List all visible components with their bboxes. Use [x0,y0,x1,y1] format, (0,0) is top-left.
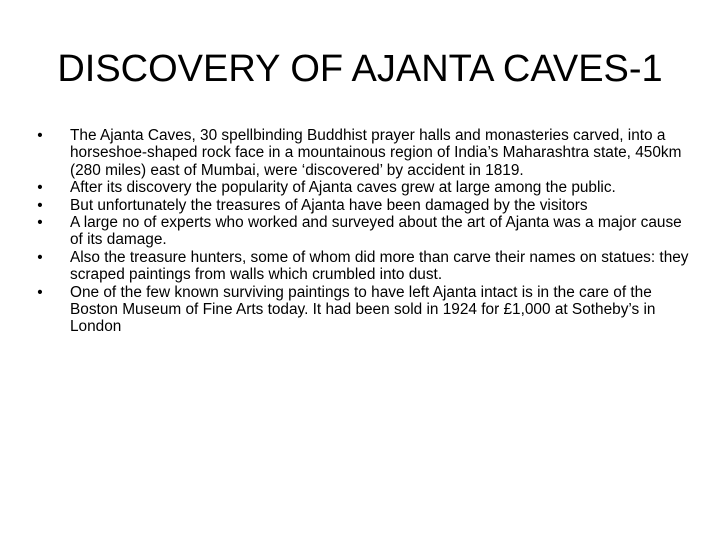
bullet-text: After its discovery the popularity of Ajanta caves grew at large among the public. [70,179,616,197]
bullet-dot-icon: • [37,283,43,301]
bullet-text: The Ajanta Caves, 30 spellbinding Buddhist prayer halls and monasteries carved, into a horseshoe-shaped rock face in a mountainous region of India’s Maharashtra state, 450km (280 miles) east of Mumbai, were ‘discovered’ by accident in 1819. [70,127,682,179]
bullet-item [30,214,690,249]
bullet-item [30,197,690,214]
bullet-text: One of the few known surviving paintings to have left Ajanta intact is in the care of the Boston Museum of Fine Arts today. It had been sold in 1924 for £1,000 at Sotheby’s in London [70,283,656,336]
bullet-text: But unfortunately the treasures of Ajanta have been damaged by the visitors [70,196,588,214]
bullet-item [30,249,690,284]
bullet-text: A large no of experts who worked and surveyed about the art of Ajanta was a major cause of its damage. [70,214,682,249]
bullet-dot-icon: • [37,248,43,266]
slide-title: DISCOVERY OF AJANTA CAVES-1 [57,48,663,90]
bullet-list [30,127,690,336]
bullet-dot-icon: • [37,179,43,197]
bullet-item [30,179,690,196]
bullet-dot-icon: • [37,214,43,232]
bullet-item [30,127,690,179]
bullet-text: Also the treasure hunters, some of whom did more than carve their names on statues: they scraped paintings from walls which crumbled into dust. [70,248,689,284]
bullet-item [30,284,690,336]
bullet-dot-icon: • [37,127,43,144]
bullet-dot-icon: • [37,196,43,214]
